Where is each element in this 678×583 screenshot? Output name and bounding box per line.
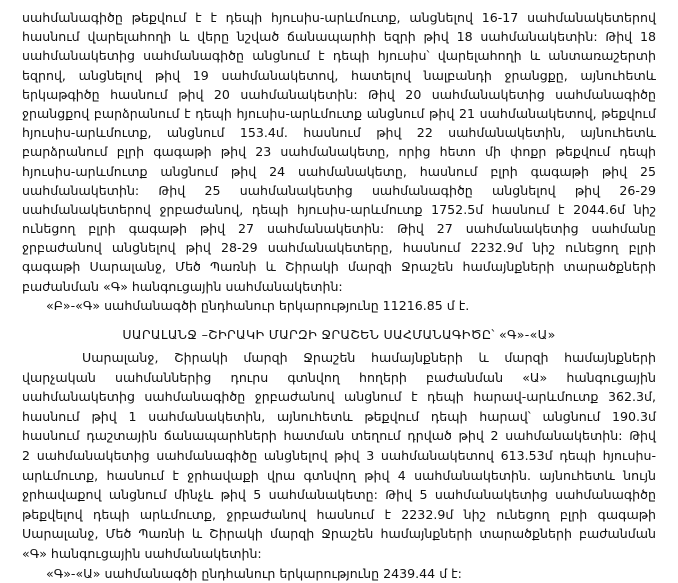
text-line: հասնում վարելահողի և վերը նշված ճանապարհի եզրի թիվ 18 սահմանակետին: Թիվ 18 xyxy=(22,29,656,45)
text-line: ունեցող բլրի գագաթի թիվ 27 սահմանակետին: Թիվ 27 սահմանակետից սահմանը xyxy=(22,221,656,237)
text-line: հյուսիս-արևմուտք անցնում թիվ 24 սահմանակետը, հասնում բլրի գագաթի թիվ 25 xyxy=(22,163,656,179)
section-heading: ՍԱՐԱԼԱՆՋ –ՇԻՐԱԿԻ ՄԱՐԶԻ ՋՐԱՇԵՆ ՍԱՀՄԱՆԱԳԻԾԸ՝ «Գ»-«Ա» xyxy=(122,327,556,342)
text-line: հասնում դաշտային ճանապարհների հատման տեղում դրված թիվ 2 սահմանակետին: Թիվ xyxy=(22,428,656,444)
text-line: սահմանակետերով ջրբաժանով, դեպի հյուսիս-արևմուտք 1752.5մ հասնում է 2044.6մ նիշ xyxy=(22,201,656,217)
text-line: ջրհավաքով անցնում մինչև թիվ 5 սահմանակետը: Թիվ 5 սահմանակետից սահմանագիծը xyxy=(22,487,656,503)
text-line: երկաթգիծը հասնում թիվ 20 սահմանակետին: Թիվ 20 սահմանակետից սահմանագիծը xyxy=(22,86,656,102)
text-line: սահմանագիծը թեքվում է է դեպի հյուսիս-արևմուտք, անցնելով 16-17 սահմանակետերով xyxy=(22,10,656,25)
text-line: 2 սահմանակետից սահմանագիծը անցնելով թիվ 3 սահմանակետով 613.53մ դեպի հյուսիս- xyxy=(22,447,656,463)
text-line: բաժանման «Գ» հանգուցային սահմանակետին: xyxy=(22,278,343,294)
text-line: Սարալանջ, Մեծ Պառնի և Շիրակի մարզի Ջրաշեն համայնքների տարածքների բաժանման xyxy=(22,526,656,542)
text-line: թեքվելով դեպի արևմուտք, ջրբաժանով հասնում է 2232.9մ նիշ ունեցող բլրի գագաթի xyxy=(22,506,656,522)
text-line: գագաթի Սարալանջ, Մեծ Պառնի և Շիրակի մարզի Ջրաշեն համայնքների տարածքների xyxy=(22,259,656,275)
paragraph-boundary-b-g xyxy=(22,8,656,315)
text-line: բարձրանում բլրի գագաթի թիվ 23 սահմանակետը, որից հետո մի փոքր թեքվում դեպի xyxy=(22,144,656,160)
text-line: Սարալանջ, Շիրակի մարզի Ջրաշեն համայնքների և մարզի համայնքների xyxy=(82,350,656,365)
text-line: վարչական սահմաններից դուրս գտնվող հողերի բաժանման «Ա» հանգուցային xyxy=(22,369,656,385)
total-length-g-a: «Գ»-«Ա» սահմանագծի ընդհանուր երկարությունը 2439.44 մ է: xyxy=(46,565,462,581)
text-line: հյուսիս-արևմուտք, անցնում 153.4մ. հասնում թիվ 22 սահմանակետին, այնուհետև xyxy=(22,125,656,141)
text-line: հասնում թիվ 1 սահմանակետին, այնուհետև թեքվում դեպի հարավ՝ անցնում 190.3մ xyxy=(22,408,656,424)
text-line: սահմանակետից սահմանագիծը ջրբաժանով անցնում է դեպի հարավ-արևմուտք 362.3մ, xyxy=(22,389,656,405)
text-line: ջրբաժանով անցնելով թիվ 28-29 սահմանակետերը, հասնում 2232.9մ նիշ ունեցող բլրի xyxy=(22,240,656,256)
text-line: ջրանցքով բարձրանում է դեպի հյուսիս-արևմուտք անցնում թիվ 21 սահմանակետով, թեքվում xyxy=(22,105,656,121)
text-line: «Գ» հանգուցային սահմանակետին: xyxy=(22,545,262,561)
total-length-b-g: «Բ»-«Գ» սահմանագծի ընդհանուր երկարությունը 11216.85 մ է. xyxy=(46,297,470,313)
paragraph-boundary-g-a xyxy=(22,348,656,583)
text-line: եզրով, անցնելով թիվ 19 սահմանակետով, հատելով նալբանդի ջրանցքը, այնուհետև xyxy=(22,67,656,83)
text-line: սահմանակետին: Թիվ 25 սահմանակետից սահմանագիծը անցնելով թիվ 26-29 xyxy=(22,182,656,198)
text-line: արևմուտք, հասնում է ջրհավաքի վրա գտնվող թիվ 4 սահմանակետին. այնուհետև նույն xyxy=(22,467,656,483)
text-line: սահմանակետից սահմանագիծը անցնում է դեպի հյուսիս՝ վարելահողի և անտառաշերտի xyxy=(22,48,656,64)
